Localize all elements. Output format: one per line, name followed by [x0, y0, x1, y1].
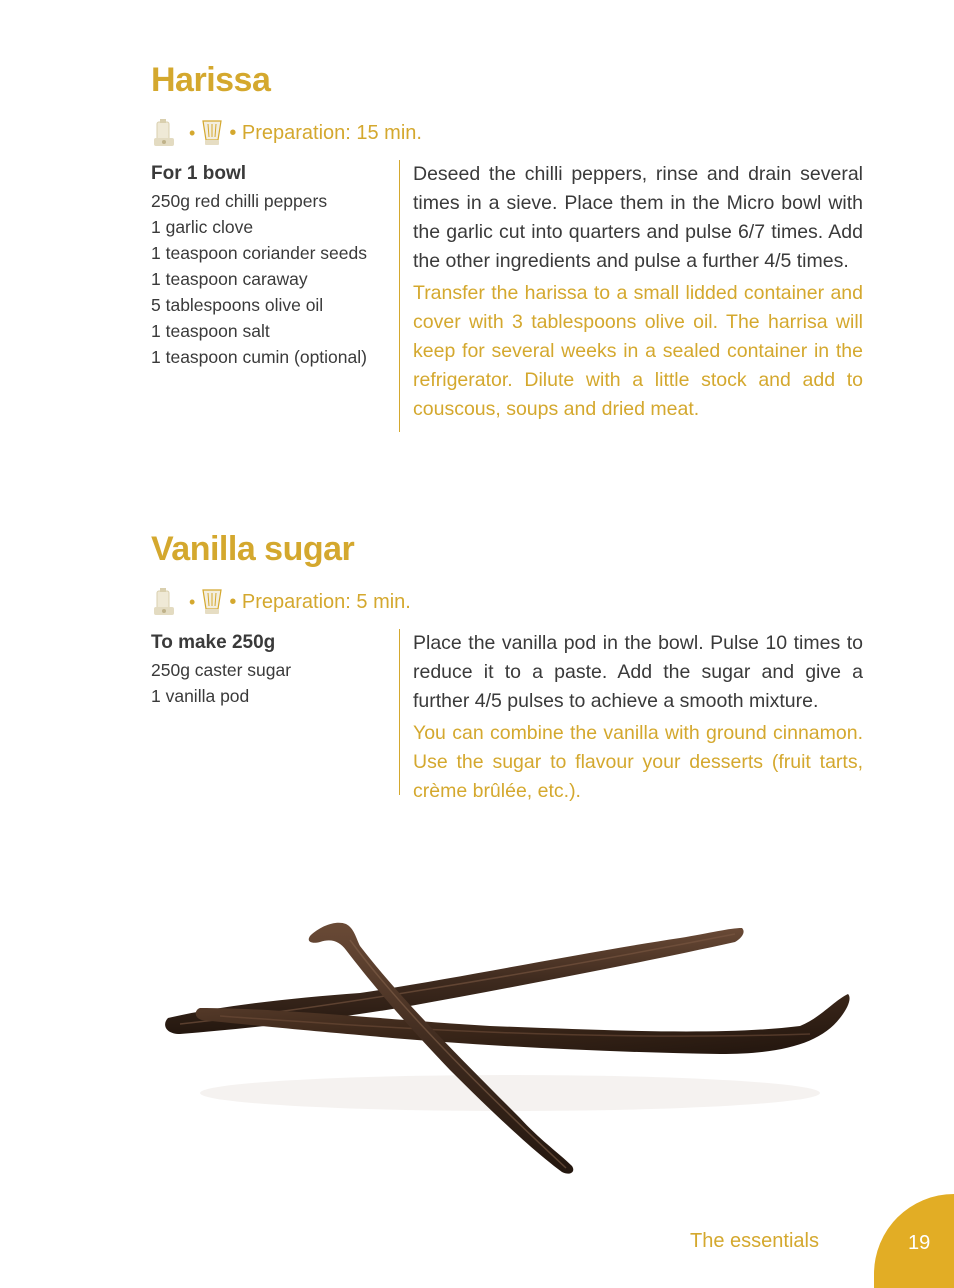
prep-line: [151, 585, 863, 619]
column-divider: [399, 160, 400, 432]
page-number: 19: [908, 1232, 931, 1254]
bullet: •: [189, 591, 196, 612]
ingredient-item: 5 tablespoons olive oil: [151, 295, 324, 315]
method-text: Place the vanilla pod in the bowl. Pulse 10 times to reduce it to a paste. Add the sugar and give a further 4/5 pulses to achieve a smooth mixture.: [413, 632, 863, 712]
bullet: •: [189, 122, 196, 143]
ingredient-item: 1 teaspoon salt: [151, 321, 270, 341]
ingredient-item: 1 teaspoon coriander seeds: [151, 243, 367, 263]
column-divider: [399, 629, 400, 795]
bowl-icon: [199, 118, 225, 148]
ingredient-item: 1 teaspoon cumin (optional): [151, 347, 367, 367]
vanilla-pods-image: [160, 858, 860, 1228]
recipe-title: Vanilla sugar: [151, 530, 355, 568]
tip-text: You can combine the vanilla with ground cinnamon. Use the sugar to flavour your desserts (fruit tarts, crème brûlée, etc.).: [413, 722, 863, 802]
prep-time: • Preparation: 15 min.: [229, 121, 422, 144]
food-processor-icon: [151, 587, 185, 617]
ingredient-item: 250g red chilli peppers: [151, 191, 328, 211]
ingredient-item: 1 teaspoon caraway: [151, 269, 308, 289]
ingredient-item: 1 garlic clove: [151, 217, 254, 237]
tip-text: Transfer the harissa to a small lidded container and cover with 3 tablespoons olive oil. The harrisa will keep for several weeks in a sealed container in the refrigerator. Dilute with a little stock and add to couscous, soups and dried meat.: [413, 282, 863, 420]
prep-time: • Preparation: 5 min.: [229, 590, 411, 613]
method-text: Deseed the chilli peppers, rinse and drain several times in a sieve. Place them in the Micro bowl with the garlic cut into quarters and pulse 6/7 times. Add the other ingredients and pulse a further 4/5 times.: [413, 163, 863, 272]
ingredients-list: [151, 160, 391, 370]
method: [413, 160, 863, 424]
ingredients-heading: To make 250g: [151, 632, 276, 653]
bowl-icon: [199, 587, 225, 617]
section-label: The essentials: [690, 1230, 819, 1252]
recipe-title: Harissa: [151, 61, 271, 99]
recipe-vanilla-sugar: [151, 527, 863, 802]
ingredient-item: 250g caster sugar: [151, 660, 292, 680]
ingredient-item: 1 vanilla pod: [151, 686, 250, 706]
food-processor-icon: [151, 118, 185, 148]
ingredients-heading: For 1 bowl: [151, 163, 246, 184]
recipe-harissa: [151, 58, 863, 420]
prep-line: [151, 116, 863, 150]
method: [413, 629, 863, 806]
page-number-tab: [874, 1194, 954, 1288]
ingredients-list: [151, 629, 391, 709]
